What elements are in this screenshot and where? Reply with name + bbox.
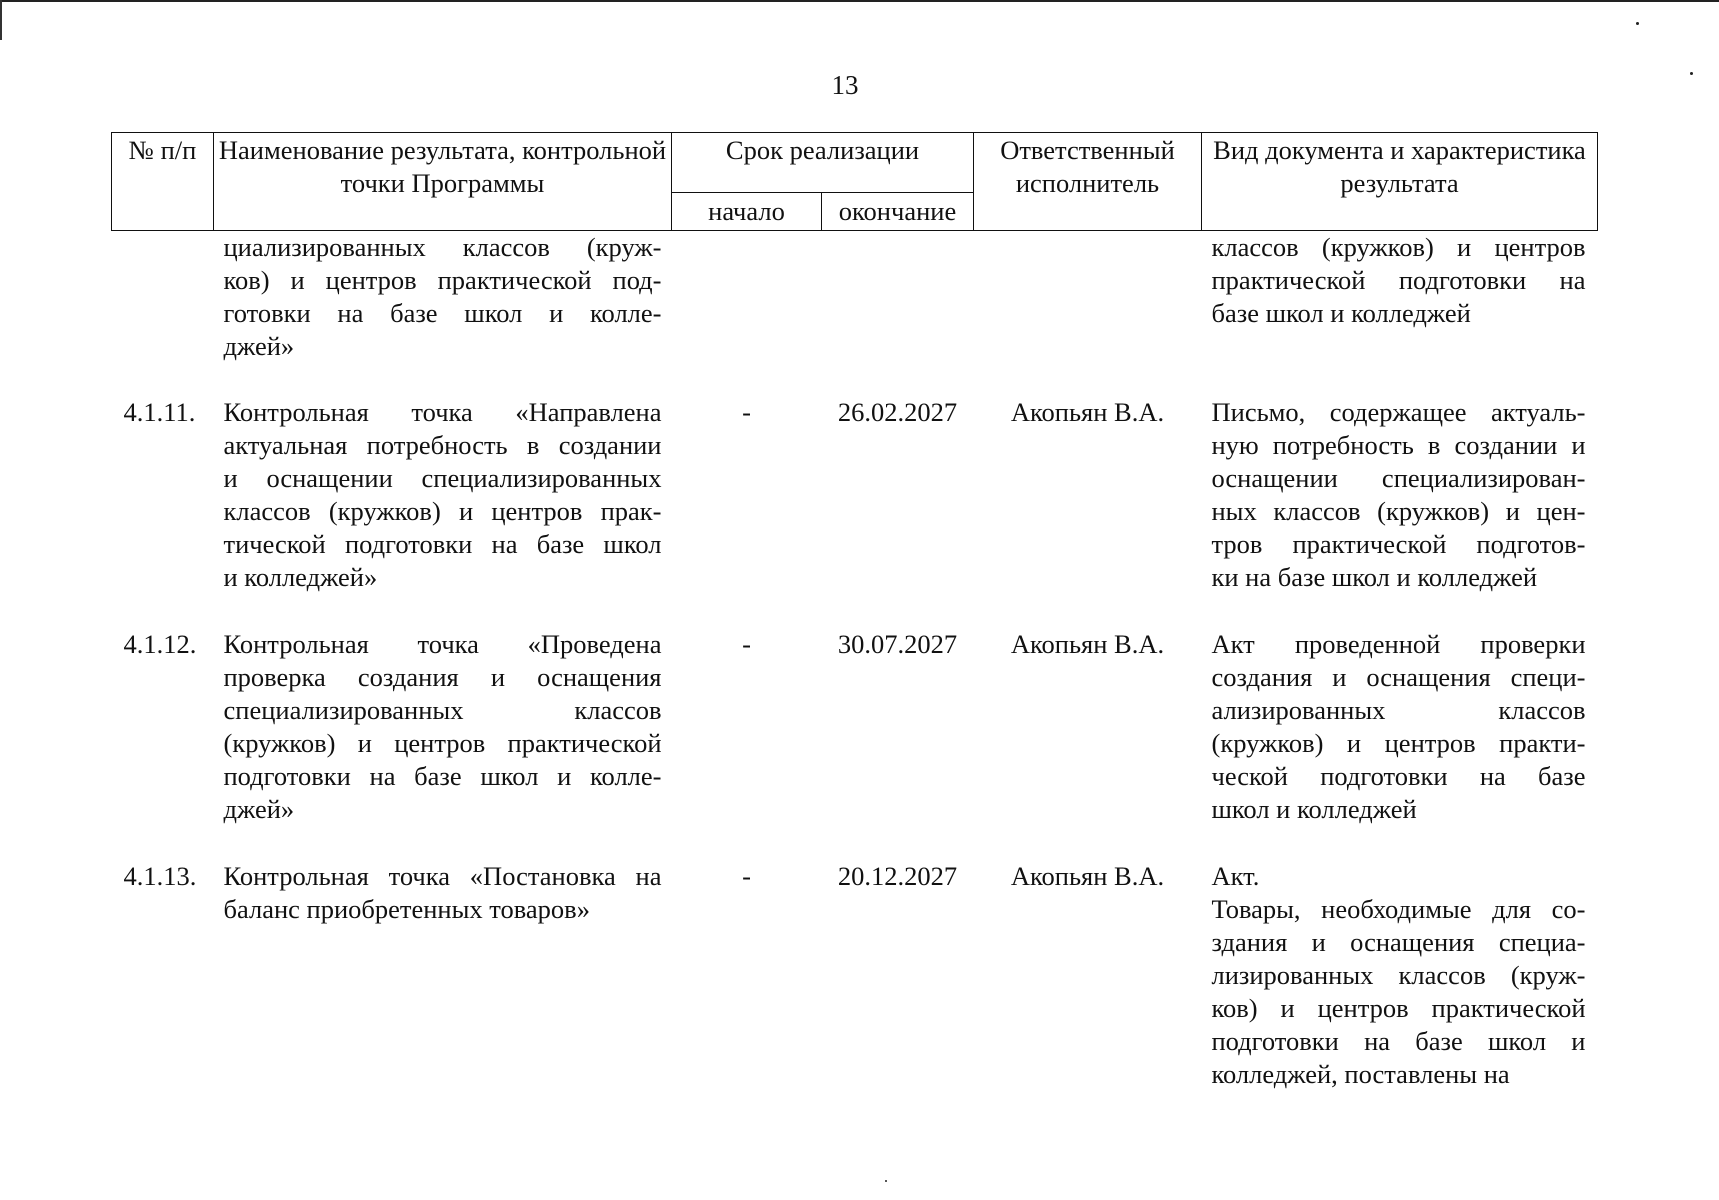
- scan-speck: [1636, 22, 1639, 25]
- table-row: [112, 860, 1598, 1125]
- text-line: ки на базе школ и колледжей: [1211, 562, 1538, 592]
- cell-name: [214, 860, 672, 1125]
- text-line: и колледжей»: [223, 562, 378, 592]
- text-line: ков) и центров практической под-: [223, 265, 662, 295]
- cell-end: 30.07.2027: [837, 629, 958, 659]
- text-line: подготовки на базе школ и колле-: [223, 761, 662, 791]
- header-start: начало: [672, 193, 822, 231]
- text-line: лизированных классов (круж-: [1211, 960, 1586, 990]
- header-period: Срок реализации: [672, 133, 974, 193]
- cell-name: [214, 231, 672, 397]
- scan-speck: [1690, 72, 1693, 75]
- cell-responsible: Акопьян В.А.: [1010, 397, 1165, 427]
- cell-start: -: [742, 629, 751, 659]
- text-line: Письмо, содержащее актуаль-: [1211, 397, 1586, 427]
- text-line: ных классов (кружков) и цен-: [1211, 496, 1586, 526]
- text-line: джей»: [223, 794, 295, 824]
- scan-top-rule: [0, 0, 1719, 2]
- cell-start: -: [742, 861, 751, 891]
- cell-end: 26.02.2027: [837, 397, 958, 427]
- cell-name: [214, 396, 672, 628]
- cell-name: [214, 628, 672, 860]
- table-row: [112, 628, 1598, 860]
- text-line: тической подготовки на базе школ: [223, 529, 662, 559]
- table-header: [112, 133, 1598, 231]
- table-body: [112, 231, 1598, 1126]
- header-num: № п/п: [112, 133, 214, 231]
- text-line: Контрольная точка «Постановка на: [223, 861, 662, 891]
- header-name: Наименование результата, контрольной точки Программы: [214, 133, 672, 231]
- text-line: Товары, необходимые для со-: [1211, 894, 1586, 924]
- text-line: циализированных классов (круж-: [223, 232, 662, 262]
- header-responsible: Ответственный исполнитель: [974, 133, 1202, 231]
- text-line: Акт проведенной проверки: [1211, 629, 1586, 659]
- text-line: Акт.: [1211, 861, 1260, 891]
- table-row-continuation: [112, 231, 1598, 397]
- cell-num: 4.1.13.: [123, 861, 197, 891]
- text-line: проверка создания и оснащения: [223, 662, 662, 692]
- cell-start: -: [742, 397, 751, 427]
- cell-end: 20.12.2027: [837, 861, 958, 891]
- cell-doc: [1202, 396, 1598, 628]
- text-line: тров практической подготов-: [1211, 529, 1586, 559]
- text-line: базе школ и колледжей: [1211, 298, 1471, 328]
- text-line: оснащении специализирован-: [1211, 463, 1586, 493]
- text-line: (кружков) и центров практической: [223, 728, 662, 758]
- cell-end: [822, 231, 974, 397]
- text-line: школ и колледжей: [1211, 794, 1417, 824]
- text-line: колледжей, поставлены на: [1211, 1059, 1510, 1089]
- cell-doc: [1202, 231, 1598, 397]
- text-line: баланс приобретенных товаров»: [223, 894, 590, 924]
- results-table: [111, 132, 1598, 1125]
- cell-doc: [1202, 628, 1598, 860]
- text-line: (кружков) и центров практи-: [1211, 728, 1586, 758]
- header-doc: Вид документа и характеристика результата: [1202, 133, 1598, 231]
- cell-responsible: Акопьян В.А.: [1010, 861, 1165, 891]
- cell-responsible: [974, 231, 1202, 397]
- text-line: классов (кружков) и центров прак-: [223, 496, 662, 526]
- text-line: специализированных классов: [223, 695, 662, 725]
- text-line: Контрольная точка «Проведена: [223, 629, 662, 659]
- page-number: 13: [831, 70, 859, 100]
- text-line: здания и оснащения специа-: [1211, 927, 1586, 957]
- text-line: актуальная потребность в создании: [223, 430, 662, 460]
- text-line: создания и оснащения специ-: [1211, 662, 1586, 692]
- cell-start: [672, 231, 822, 397]
- text-line: классов (кружков) и центров: [1211, 232, 1586, 262]
- table-row: [112, 396, 1598, 628]
- text-line: ализированных классов: [1211, 695, 1586, 725]
- cell-doc: [1202, 860, 1598, 1125]
- scan-left-edge: [0, 0, 2, 40]
- cell-responsible: Акопьян В.А.: [1010, 629, 1165, 659]
- text-line: Контрольная точка «Направлена: [223, 397, 662, 427]
- text-line: и оснащении специализированных: [223, 463, 662, 493]
- cell-num: [112, 231, 214, 397]
- cell-num: 4.1.11.: [123, 397, 196, 427]
- text-line: готовки на базе школ и колле-: [223, 298, 662, 328]
- cell-num: 4.1.12.: [123, 629, 197, 659]
- text-line: джей»: [223, 331, 295, 361]
- text-line: ческой подготовки на базе: [1211, 761, 1586, 791]
- text-line: практической подготовки на: [1211, 265, 1586, 295]
- scan-speck: [885, 1180, 887, 1182]
- text-line: ную потребность в создании и: [1211, 430, 1586, 460]
- text-line: ков) и центров практической: [1211, 993, 1586, 1023]
- header-end: окончание: [822, 193, 974, 231]
- text-line: подготовки на базе школ и: [1211, 1026, 1586, 1056]
